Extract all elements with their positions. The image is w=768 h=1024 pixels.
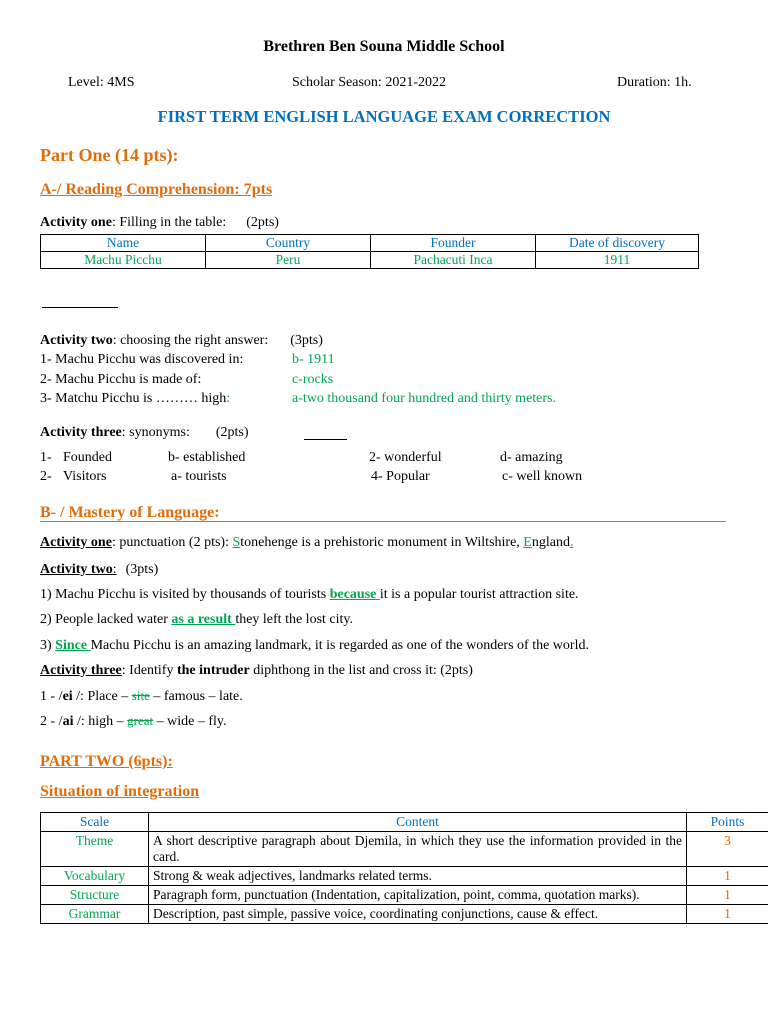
table-row <box>41 867 768 886</box>
synonym-num-2: 2- <box>40 469 52 484</box>
header-name: Name <box>41 235 206 252</box>
synonym-match-3: a- tourists <box>171 469 227 484</box>
synonym-word-4: 4- Popular <box>371 469 430 484</box>
synonym-match-4: c- well known <box>502 469 583 484</box>
duration: Duration: 1h. <box>617 75 692 90</box>
points-cell: 3 <box>687 832 768 867</box>
rubric-table <box>40 812 768 924</box>
activity-two-line <box>40 333 323 349</box>
part-two-title: PART TWO (6pts): <box>40 753 173 770</box>
m-activity-two-line <box>40 562 158 578</box>
blank-line <box>304 439 347 440</box>
content-cell: Paragraph form, punctuation (Indentation, capitalization, point, comma, quotation marks). <box>149 886 687 905</box>
table-row <box>41 886 768 905</box>
sentence-1-answer: because <box>329 587 380 602</box>
diphthong-1-post: – famous – late. <box>149 689 243 704</box>
situation-heading: Situation of integration <box>40 783 200 800</box>
table-row <box>41 905 768 924</box>
diphthong-2-mid: /: high – <box>73 714 128 729</box>
sentence-mid: tonehenge is a prehistoric monument in Wiltshire, <box>240 535 524 550</box>
reading-comprehension-heading: A-/ Reading Comprehension: 7pts <box>40 181 273 198</box>
answer-3: a-two thousand four hundred and thirty meters. <box>292 391 556 406</box>
m-activity-two-points: (3pts) <box>125 562 159 577</box>
capital-s: S <box>232 535 241 550</box>
cell-founder: Pachacuti Inca <box>371 252 536 269</box>
cell-country: Peru <box>206 252 371 269</box>
sentence-3-answer: Since <box>55 638 91 653</box>
crossed-word-1: site <box>131 688 150 703</box>
header-founder: Founder <box>371 235 536 252</box>
punctuation-line <box>40 535 573 551</box>
diphthong-1 <box>40 688 243 705</box>
synonym-word-1: Founded <box>63 450 112 465</box>
header-date: Date of discovery <box>536 235 699 252</box>
rubric-header-row <box>41 813 768 832</box>
m-activity-two-label: Activity two <box>40 562 113 577</box>
m-activity-two-colon: : <box>112 562 117 577</box>
activity-one-text: : Filling in the table: <box>111 215 227 230</box>
sentence-2-post: they left the lost city. <box>235 612 353 627</box>
question-1: 1- Machu Picchu was discovered in: <box>40 352 244 367</box>
content-cell: A short descriptive paragraph about Djemila, in which they use the information provided in the card. <box>149 832 687 867</box>
synonym-word-3: Visitors <box>63 469 107 484</box>
sentence-1 <box>40 587 579 603</box>
diphthong-2-post: – wide – fly. <box>153 714 227 729</box>
synonym-match-1: b- established <box>168 450 246 465</box>
question-3-text: 3- Matchu Picchu is ……… high <box>40 391 227 406</box>
scale-cell: Theme <box>41 832 149 867</box>
m-activity-three-bold: the intruder <box>176 663 250 678</box>
activity-three-text: : synonyms: <box>121 425 190 440</box>
mastery-heading: B- / Mastery of Language: <box>40 504 726 522</box>
scale-cell: Vocabulary <box>41 867 149 886</box>
activity-three-label: Activity three <box>40 425 122 440</box>
points-cell: 1 <box>687 905 768 924</box>
content-cell: Description, past simple, passive voice, coordinating conjunctions, cause & effect. <box>149 905 687 924</box>
activity-one-line <box>40 215 279 231</box>
content-cell: Strong & weak adjectives, landmarks related terms. <box>149 867 687 886</box>
m-activity-three-rest: diphthong in the list and cross it: (2pts) <box>249 663 473 678</box>
diphthong-2-pre: 2 - / <box>40 714 63 729</box>
answer-2: c-rocks <box>292 372 334 387</box>
activity-two-points: (3pts) <box>290 333 323 348</box>
exam-title: FIRST TERM ENGLISH LANGUAGE EXAM CORRECTION <box>157 107 611 126</box>
activity-three-points: (2pts) <box>215 425 249 440</box>
header-country: Country <box>206 235 371 252</box>
activity-two-label: Activity two <box>40 333 113 348</box>
header-scale: Scale <box>41 813 149 832</box>
m-activity-three-text: : Identify <box>121 663 177 678</box>
header-points: Points <box>687 813 768 832</box>
sentence-3 <box>40 638 589 654</box>
separator-line <box>42 307 118 308</box>
m-activity-one-text: : punctuation (2 pts): <box>111 535 233 550</box>
sentence-end: ngland <box>531 535 570 550</box>
answer-1: b- 1911 <box>292 352 335 367</box>
activity-two-text: : choosing the right answer: <box>112 333 269 348</box>
scale-cell: Grammar <box>41 905 149 924</box>
header-content: Content <box>149 813 687 832</box>
level: Level: 4MS <box>68 75 135 90</box>
scale-cell: Structure <box>41 886 149 905</box>
question-2: 2- Machu Picchu is made of: <box>40 372 202 387</box>
activity-one-table <box>40 234 699 269</box>
synonym-num-1: 1- <box>40 450 52 465</box>
full-stop: . <box>569 535 574 550</box>
sentence-1-pre: 1) Machu Picchu is visited by thousands of tourists <box>40 587 330 602</box>
m-activity-three-line <box>40 663 473 679</box>
m-activity-one-label: Activity one <box>40 535 112 550</box>
sentence-2-answer: as a result <box>171 612 236 627</box>
diphthong-2 <box>40 713 226 730</box>
table-row <box>41 832 768 867</box>
table-row <box>41 252 699 269</box>
diphthong-1-mid: /: Place – <box>72 689 132 704</box>
diphthong-1-sound: ei <box>62 689 73 704</box>
diphthong-1-pre: 1 - / <box>40 689 63 704</box>
cell-date: 1911 <box>536 252 699 269</box>
activity-one-label: Activity one <box>40 215 112 230</box>
synonym-word-2: 2- wonderful <box>369 450 442 465</box>
diphthong-2-sound: ai <box>62 714 74 729</box>
cell-name: Machu Picchu <box>41 252 206 269</box>
sentence-2-pre: 2) People lacked water <box>40 612 172 627</box>
table-header-row <box>41 235 699 252</box>
synonym-match-2: d- amazing <box>500 450 563 465</box>
capital-e: E <box>523 535 532 550</box>
activity-one-points: (2pts) <box>246 215 279 230</box>
points-cell: 1 <box>687 867 768 886</box>
crossed-word-2: great <box>127 713 154 728</box>
sentence-3-pre: 3) <box>40 638 56 653</box>
question-3 <box>40 391 230 407</box>
sentence-2 <box>40 612 353 628</box>
question-3-colon: : <box>226 391 231 406</box>
sentence-3-post: Machu Picchu is an amazing landmark, it is regarded as one of the wonders of the world. <box>90 638 589 653</box>
part-one-title: Part One (14 pts): <box>40 145 179 165</box>
sentence-1-post: it is a popular tourist attraction site. <box>379 587 579 602</box>
points-cell: 1 <box>687 886 768 905</box>
m-activity-three-label: Activity three <box>40 663 122 678</box>
activity-three-line <box>40 425 249 441</box>
school-name: Brethren Ben Souna Middle School <box>263 38 505 55</box>
scholar-season: Scholar Season: 2021-2022 <box>292 75 446 90</box>
